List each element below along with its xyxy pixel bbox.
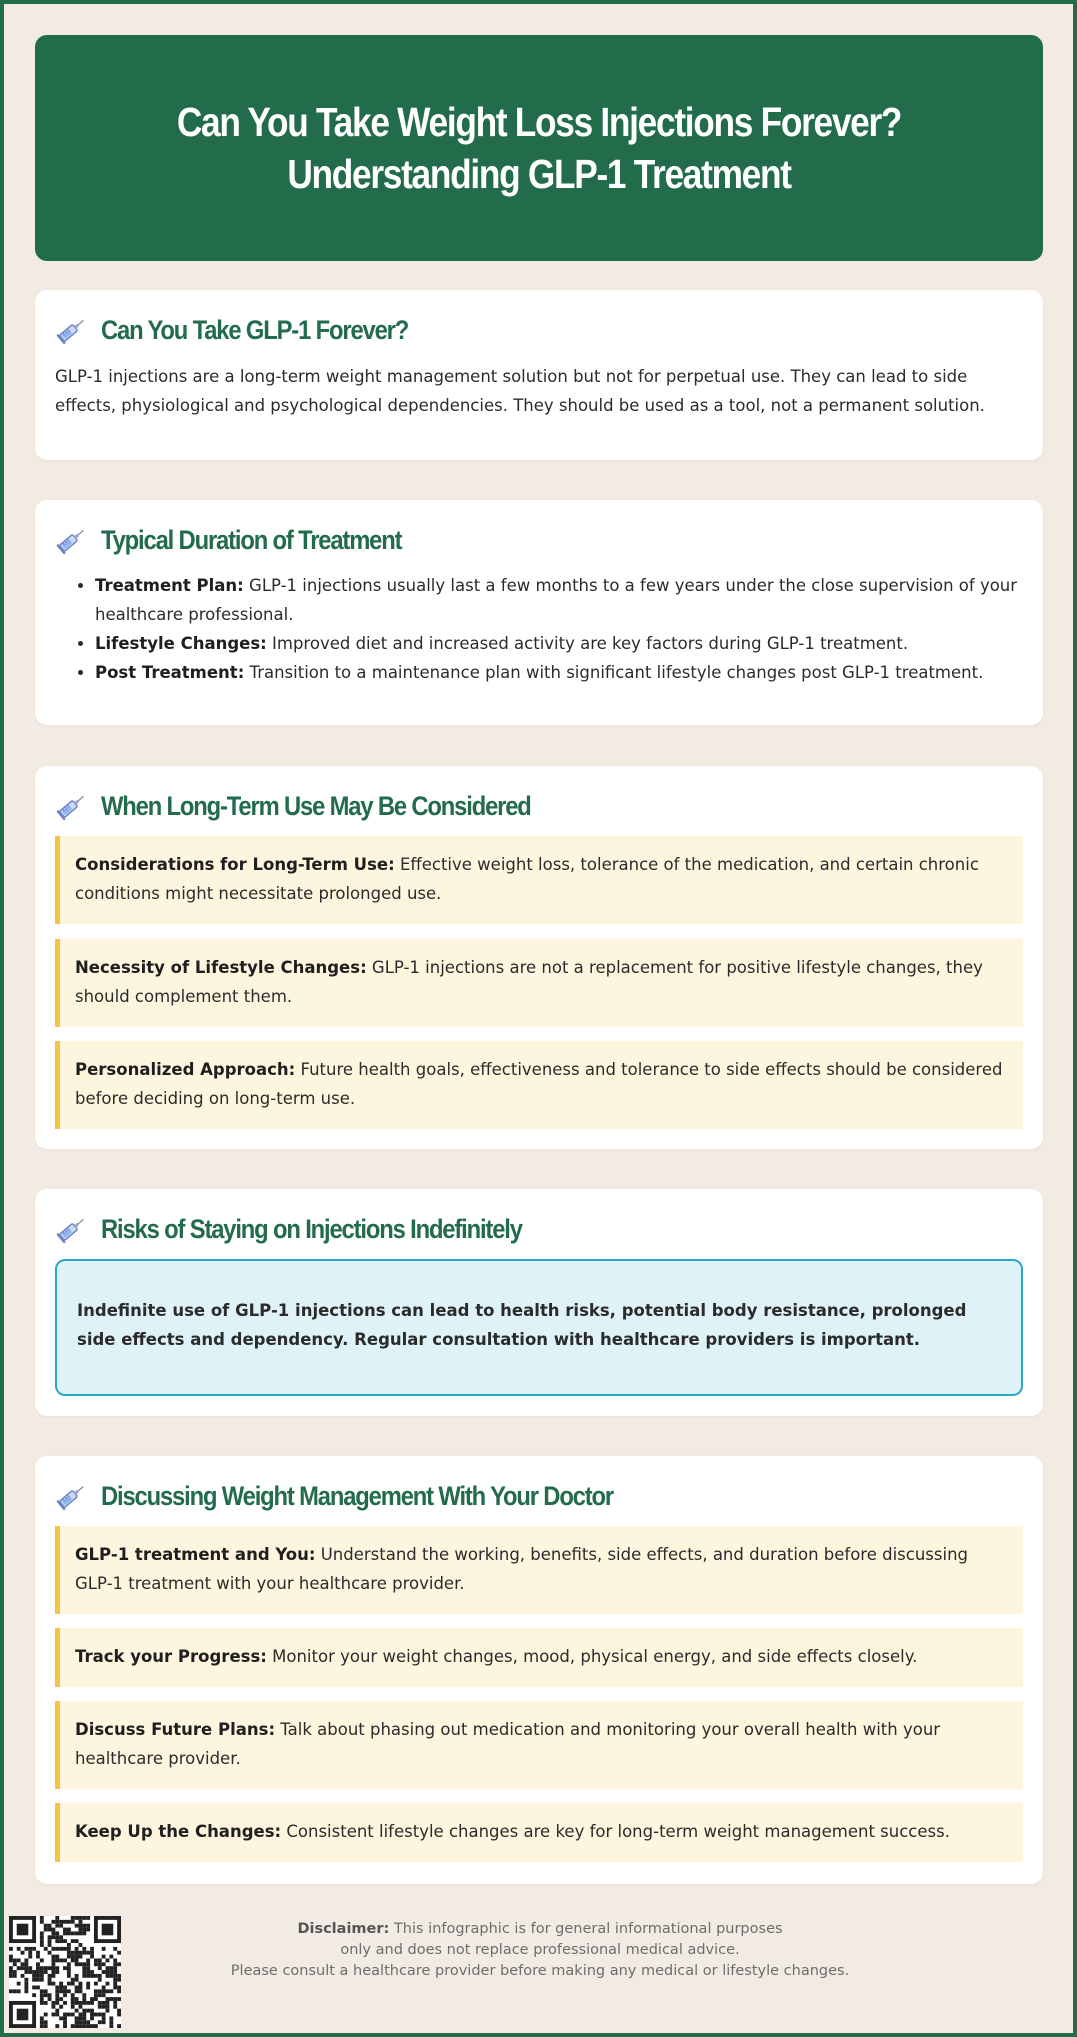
list-item: • Lifestyle Changes: Improved diet and increased activity are key factors during GLP-1 treatment. (95, 629, 1055, 658)
section-heading: Risks of Staying on Injections Indefinitely (101, 1213, 522, 1244)
list-item: • Treatment Plan: GLP-1 injections usually last a few months to a few years under the close supervision of your healthcare professional. (95, 571, 1055, 629)
section-heading: Typical Duration of Treatment (101, 524, 402, 555)
section-long-term (35, 766, 1043, 1149)
callout-item: Necessity of Lifestyle Changes: GLP-1 injections are not a replacement for positive lifestyle changes, they should complement them. (55, 939, 1023, 1027)
syringe-icon (55, 1212, 89, 1246)
section-duration (35, 500, 1043, 725)
page-title: Can You Take Weight Loss Injections Forever? Understanding GLP-1 Treatment (176, 99, 902, 197)
section-heading: Discussing Weight Management With Your Doctor (101, 1480, 614, 1511)
section-heading: Can You Take GLP-1 Forever? (101, 314, 409, 345)
section-text: GLP-1 injections are a long-term weight management solution but not for perpetual use. They can lead to side effects, physiological and psychological dependencies. They should be used as a tool, not a permanent solution. (55, 367, 985, 415)
qr-code[interactable] (9, 1916, 121, 2028)
callout-item: Track your Progress: Monitor your weight changes, mood, physical energy, and side effects closely. (55, 1628, 1023, 1687)
callout-item: Keep Up the Changes: Consistent lifestyle changes are key for long-term weight management success. (55, 1803, 1023, 1862)
section-risks (35, 1189, 1043, 1416)
list-item: • Post Treatment: Transition to a maintenance plan with significant lifestyle changes post GLP-1 treatment. (95, 658, 1055, 687)
duration-list (55, 571, 1055, 687)
callout-item: Personalized Approach: Future health goals, effectiveness and tolerance to side effects should be considered before deciding on long-term use. (55, 1041, 1023, 1129)
section-heading: When Long-Term Use May Be Considered (101, 790, 531, 821)
section-forever (35, 290, 1043, 460)
callout-item: Discuss Future Plans: Talk about phasing out medication and monitoring your overall health with your healthcare provider. (55, 1701, 1023, 1789)
syringe-icon (55, 523, 89, 557)
header-banner (35, 35, 1043, 261)
syringe-icon (55, 789, 89, 823)
syringe-icon (55, 1479, 89, 1513)
syringe-icon (55, 313, 89, 347)
disclaimer: Disclaimer: This infographic is for general informational purposes only and does not replace professional medical advice. Please consult a healthcare provider before making any medical or lifestyle changes. (230, 1921, 850, 1979)
section-doctor (35, 1456, 1043, 1884)
callout-item: Considerations for Long-Term Use: Effective weight loss, tolerance of the medication, and certain chronic conditions might necessitate prolonged use. (55, 836, 1023, 924)
risk-info-box: Indefinite use of GLP-1 injections can lead to health risks, potential body resistance, prolonged side effects and dependency. Regular consultation with healthcare providers is important. (55, 1259, 1023, 1396)
callout-item: GLP-1 treatment and You: Understand the working, benefits, side effects, and duration before discussing GLP-1 treatment with your healthcare provider. (55, 1526, 1023, 1614)
